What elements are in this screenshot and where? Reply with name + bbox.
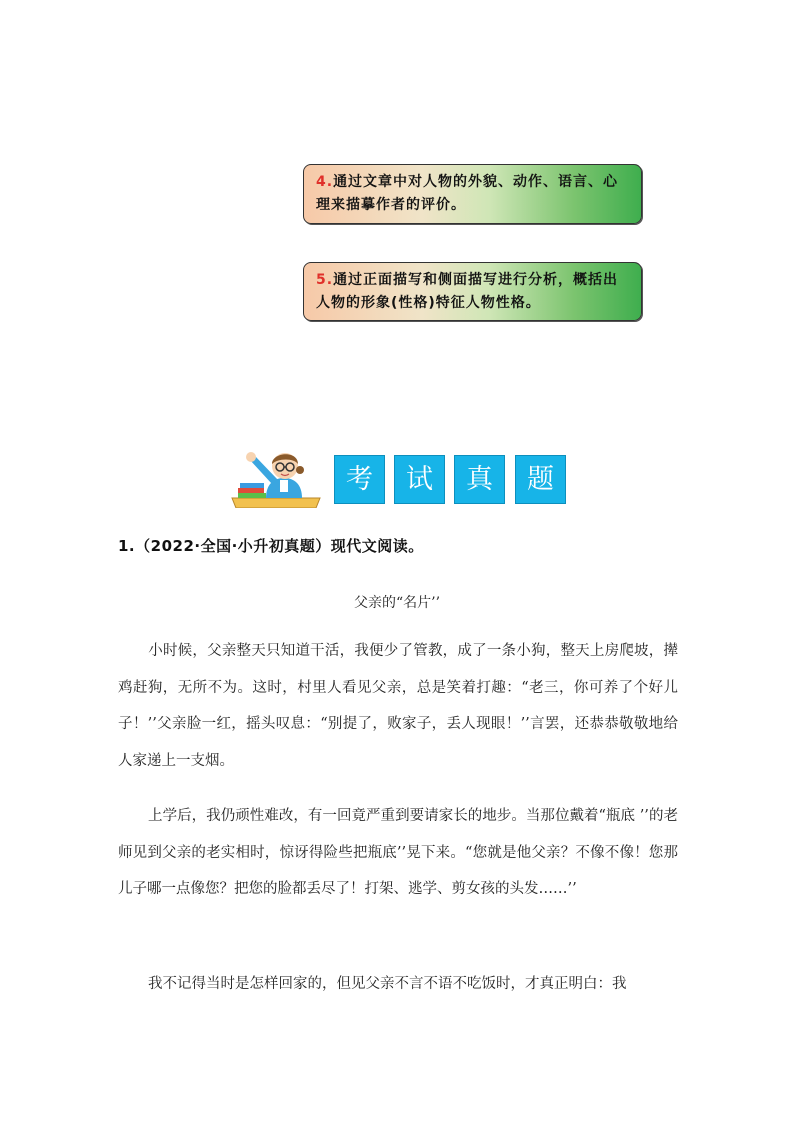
exam-banner — [228, 446, 573, 508]
tip-number: 4. — [316, 174, 334, 190]
tip-text: 通过文章中对人物的外貌、动作、语言、心理来描摹作者的评价。 — [316, 174, 619, 213]
paragraph-text: 我不记得当时是怎样回家的，但见父亲不言不语不吃饭时，才真正明白：我 — [148, 976, 627, 992]
tip-box-5 — [303, 262, 642, 321]
article-paragraph — [118, 633, 678, 779]
tip-number: 5. — [316, 272, 334, 288]
article-paragraph — [118, 798, 678, 908]
paragraph-text: 小时候，父亲整天只知道干活，我便少了管教，成了一条小狗，整天上房爬坡，撵鸡赶狗，无所不为。这时，村里人看见父亲，总是笑着打趣：“老三，你可养了个好儿子！’’父亲脸一红，摇头叹息：“别提了，败家子，丢人现眼！’’言罢，还恭恭敬敬地给人家递上一支烟。 — [118, 643, 678, 769]
paragraph-text: 上学后，我仍顽性难改，有一回竟严重到要请家长的地步。当那位戴着“瓶底 ’’的老师见到父亲的老实相时，惊讶得险些把瓶底’’晃下来。“您就是他父亲？不像不像！您那儿子哪一点像您？把您的脸都丢尽了！打架、逃学、剪女孩的头发……’’ — [118, 808, 678, 897]
banner-tile: 题 — [515, 455, 566, 504]
student-reading-icon — [228, 446, 324, 508]
banner-tile: 考 — [334, 455, 385, 504]
tip-box-4 — [303, 164, 642, 224]
banner-tile: 试 — [394, 455, 445, 504]
tip-text: 通过正面描写和侧面描写进行分析，概括出人物的形象(性格)特征人物性格。 — [316, 272, 619, 311]
article-paragraph — [118, 966, 678, 1003]
article-title: 父亲的“名片’’ — [353, 595, 441, 611]
question-heading: 1.（2022·全国·小升初真题）现代文阅读。 — [118, 537, 424, 555]
banner-tile: 真 — [454, 455, 505, 504]
